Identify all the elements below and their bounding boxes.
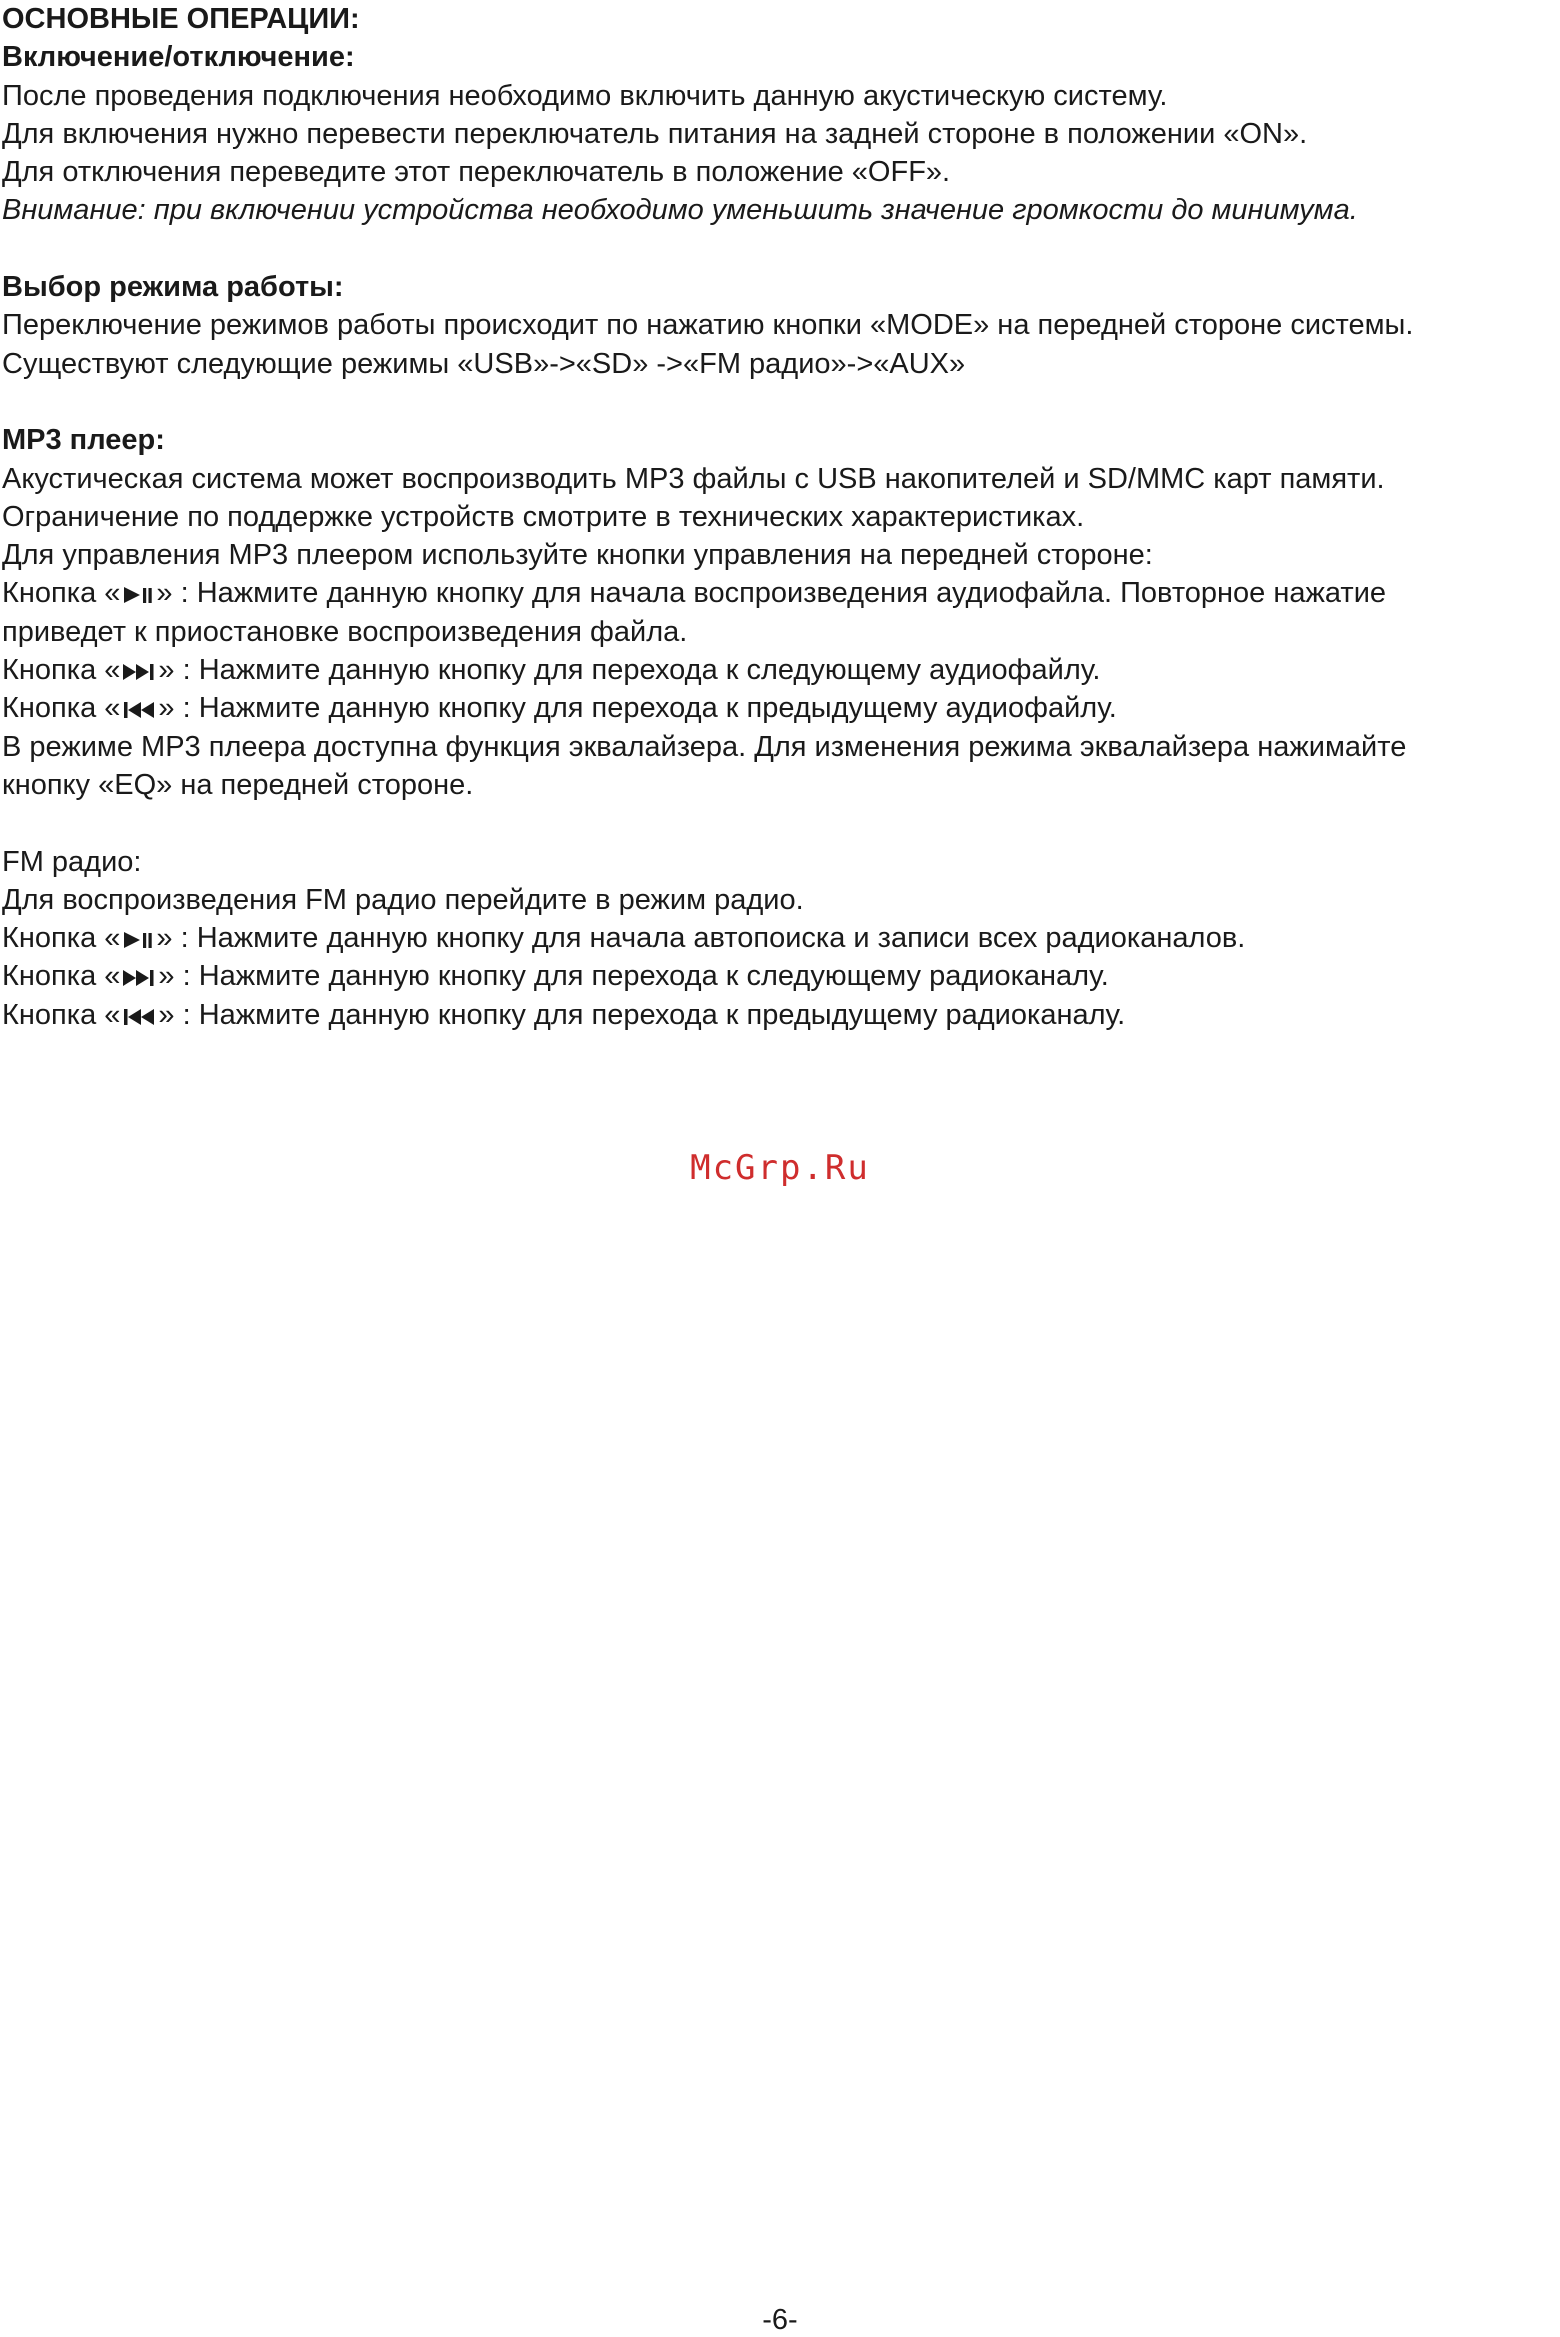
mp3-next-instruction: [2, 651, 1557, 689]
button-prefix: Кнопка «: [2, 922, 121, 955]
power-warning: Внимание: при включении устройства необходимо уменьшить значение громкости до минимума.: [2, 194, 1358, 227]
previous-track-icon: [122, 697, 156, 723]
mp3-line-1: Акустическая система может воспроизводить MP3 файлы с USB накопителей и SD/MMC карт памяти.: [2, 462, 1385, 495]
fm-play-instruction: [2, 919, 1557, 957]
next-track-icon: [122, 965, 156, 991]
spacer: [2, 804, 1557, 842]
button-prefix: Кнопка «: [2, 960, 121, 993]
play-pause-icon: [122, 927, 154, 953]
main-heading: ОСНОВНЫЕ ОПЕРАЦИИ:: [2, 3, 360, 35]
spacer: [2, 383, 1557, 421]
watermark: McGrp.Ru: [690, 1148, 870, 1188]
next-instruction-text: » : Нажмите данную кнопку для перехода к следующему аудиофайлу.: [158, 654, 1101, 687]
fm-intro: Для воспроизведения FM радио перейдите в режим радио.: [2, 883, 804, 916]
mp3-play-instruction: [2, 574, 1557, 612]
power-section-title: Включение/отключение:: [2, 41, 355, 74]
mode-section-title: Выбор режима работы:: [2, 271, 344, 304]
fm-prev-instruction: [2, 996, 1557, 1034]
mp3-line-3: Для управления MP3 плеером используйте кнопки управления на передней стороне:: [2, 539, 1153, 572]
button-prefix: Кнопка «: [2, 692, 121, 725]
mode-line-1: Переключение режимов работы происходит по нажатию кнопки «MODE» на передней стороне системы.: [2, 309, 1414, 342]
previous-track-icon: [122, 1004, 156, 1030]
mp3-play-continuation: приведет к приостановке воспроизведения файла.: [2, 615, 688, 648]
mode-line-2: Существуют следующие режимы «USB»->«SD» ->«FM радио»->«AUX»: [2, 347, 966, 380]
mp3-section-title: MP3 плеер:: [2, 424, 165, 457]
power-line-2: Для включения нужно перевести переключатель питания на задней стороне в положении «ON».: [2, 117, 1308, 150]
next-track-icon: [122, 659, 156, 685]
play-pause-icon: [122, 582, 154, 608]
mp3-prev-instruction: [2, 689, 1557, 727]
prev-instruction-text: » : Нажмите данную кнопку для перехода к предыдущему аудиофайлу.: [158, 692, 1117, 725]
page-number: -6-: [762, 2304, 798, 2336]
button-prefix: Кнопка «: [2, 654, 121, 687]
fm-next-text: » : Нажмите данную кнопку для перехода к следующему радиоканалу.: [158, 960, 1109, 993]
mp3-eq-line-2: кнопку «EQ» на передней стороне.: [2, 768, 474, 801]
button-prefix: Кнопка «: [2, 998, 121, 1031]
power-line-3: Для отключения переведите этот переключатель в положение «OFF».: [2, 156, 951, 189]
mp3-eq-line-1: В режиме MP3 плеера доступна функция эквалайзера. Для изменения режима эквалайзера нажимайте: [2, 730, 1407, 763]
mp3-line-2: Ограничение по поддержке устройств смотрите в технических характеристиках.: [2, 500, 1085, 533]
power-line-1: После проведения подключения необходимо включить данную акустическую систему.: [2, 79, 1168, 112]
fm-section-title: FM радио:: [2, 845, 142, 878]
button-prefix: Кнопка «: [2, 577, 121, 610]
fm-play-text: » : Нажмите данную кнопку для начала автопоиска и записи всех радиоканалов.: [156, 922, 1246, 955]
play-instruction-text: » : Нажмите данную кнопку для начала воспроизведения аудиофайла. Повторное нажатие: [156, 577, 1387, 610]
spacer: [2, 230, 1557, 268]
fm-next-instruction: [2, 957, 1557, 995]
fm-prev-text: » : Нажмите данную кнопку для перехода к предыдущему радиоканалу.: [158, 998, 1126, 1031]
document-body: [2, 0, 1557, 1034]
